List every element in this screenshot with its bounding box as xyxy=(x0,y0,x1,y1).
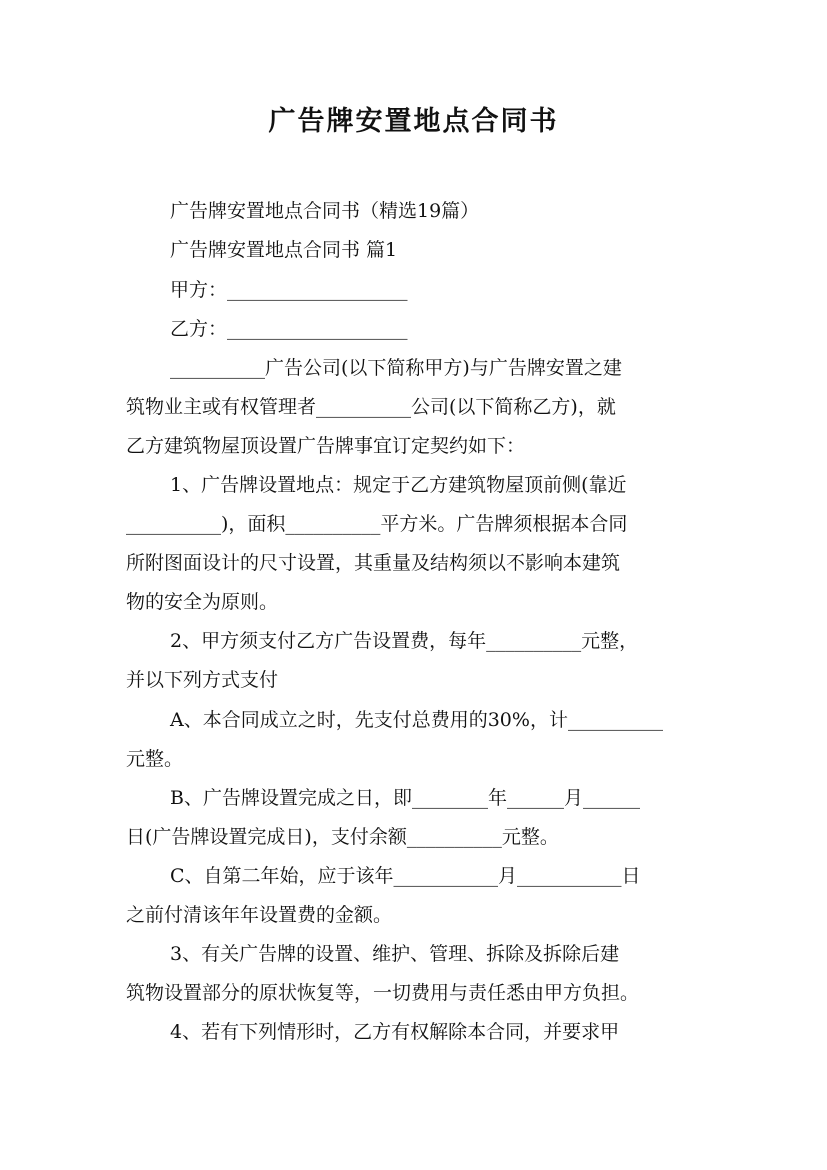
body-line: 筑物业主或有权管理者__________公司(以下简称乙方)，就 xyxy=(126,396,616,418)
clause-3-line: 3、有关广告牌的设置、维护、管理、拆除及拆除后建 xyxy=(170,943,620,965)
body-line: 日(广告牌设置完成日)，支付余额__________元整。 xyxy=(126,826,559,848)
body-line: 所附图面设计的尺寸设置，其重量及结构须以不影响本建筑 xyxy=(126,552,621,574)
clause-a-line: A、本合同成立之时，先支付总费用的30%，计__________ xyxy=(170,709,663,731)
body-line: 筑物设置部分的原状恢复等，一切费用与责任悉由甲方负担。 xyxy=(126,982,640,1004)
clause-2-line: 2、甲方须支付乙方广告设置费，每年__________元整， xyxy=(170,630,639,652)
document-title: 广告牌安置地点合同书 xyxy=(268,106,559,137)
party-a-line: 甲方：___________________ xyxy=(170,279,408,301)
body-line: 之前付清该年年设置费的金额。 xyxy=(126,904,393,926)
body-line: 乙方建筑物屋顶设置广告牌事宜订定契约如下： xyxy=(126,435,526,457)
clause-b-line: B、广告牌设置完成之日，即________年______月______ xyxy=(170,787,640,809)
body-line: 并以下列方式支付 xyxy=(126,669,279,691)
body-line: 元整。 xyxy=(126,748,184,770)
clause-4-line: 4、若有下列情形时，乙方有权解除本合同，并要求甲 xyxy=(170,1021,620,1043)
body-line: 物的安全为原则。 xyxy=(126,591,279,613)
subtitle-line: 广告牌安置地点合同书（精选19篇） xyxy=(170,200,480,222)
section-heading: 广告牌安置地点合同书 篇1 xyxy=(170,239,398,261)
body-line: __________广告公司(以下简称甲方)与广告牌安置之建 xyxy=(170,357,622,379)
clause-c-line: C、自第二年始，应于该年___________月___________日 xyxy=(170,865,641,887)
clause-1-line: 1、广告牌设置地点：规定于乙方建筑物屋顶前侧(靠近 xyxy=(170,474,627,496)
body-line: __________)，面积__________平方米。广告牌须根据本合同 xyxy=(126,513,628,535)
party-b-line: 乙方：___________________ xyxy=(170,318,408,340)
